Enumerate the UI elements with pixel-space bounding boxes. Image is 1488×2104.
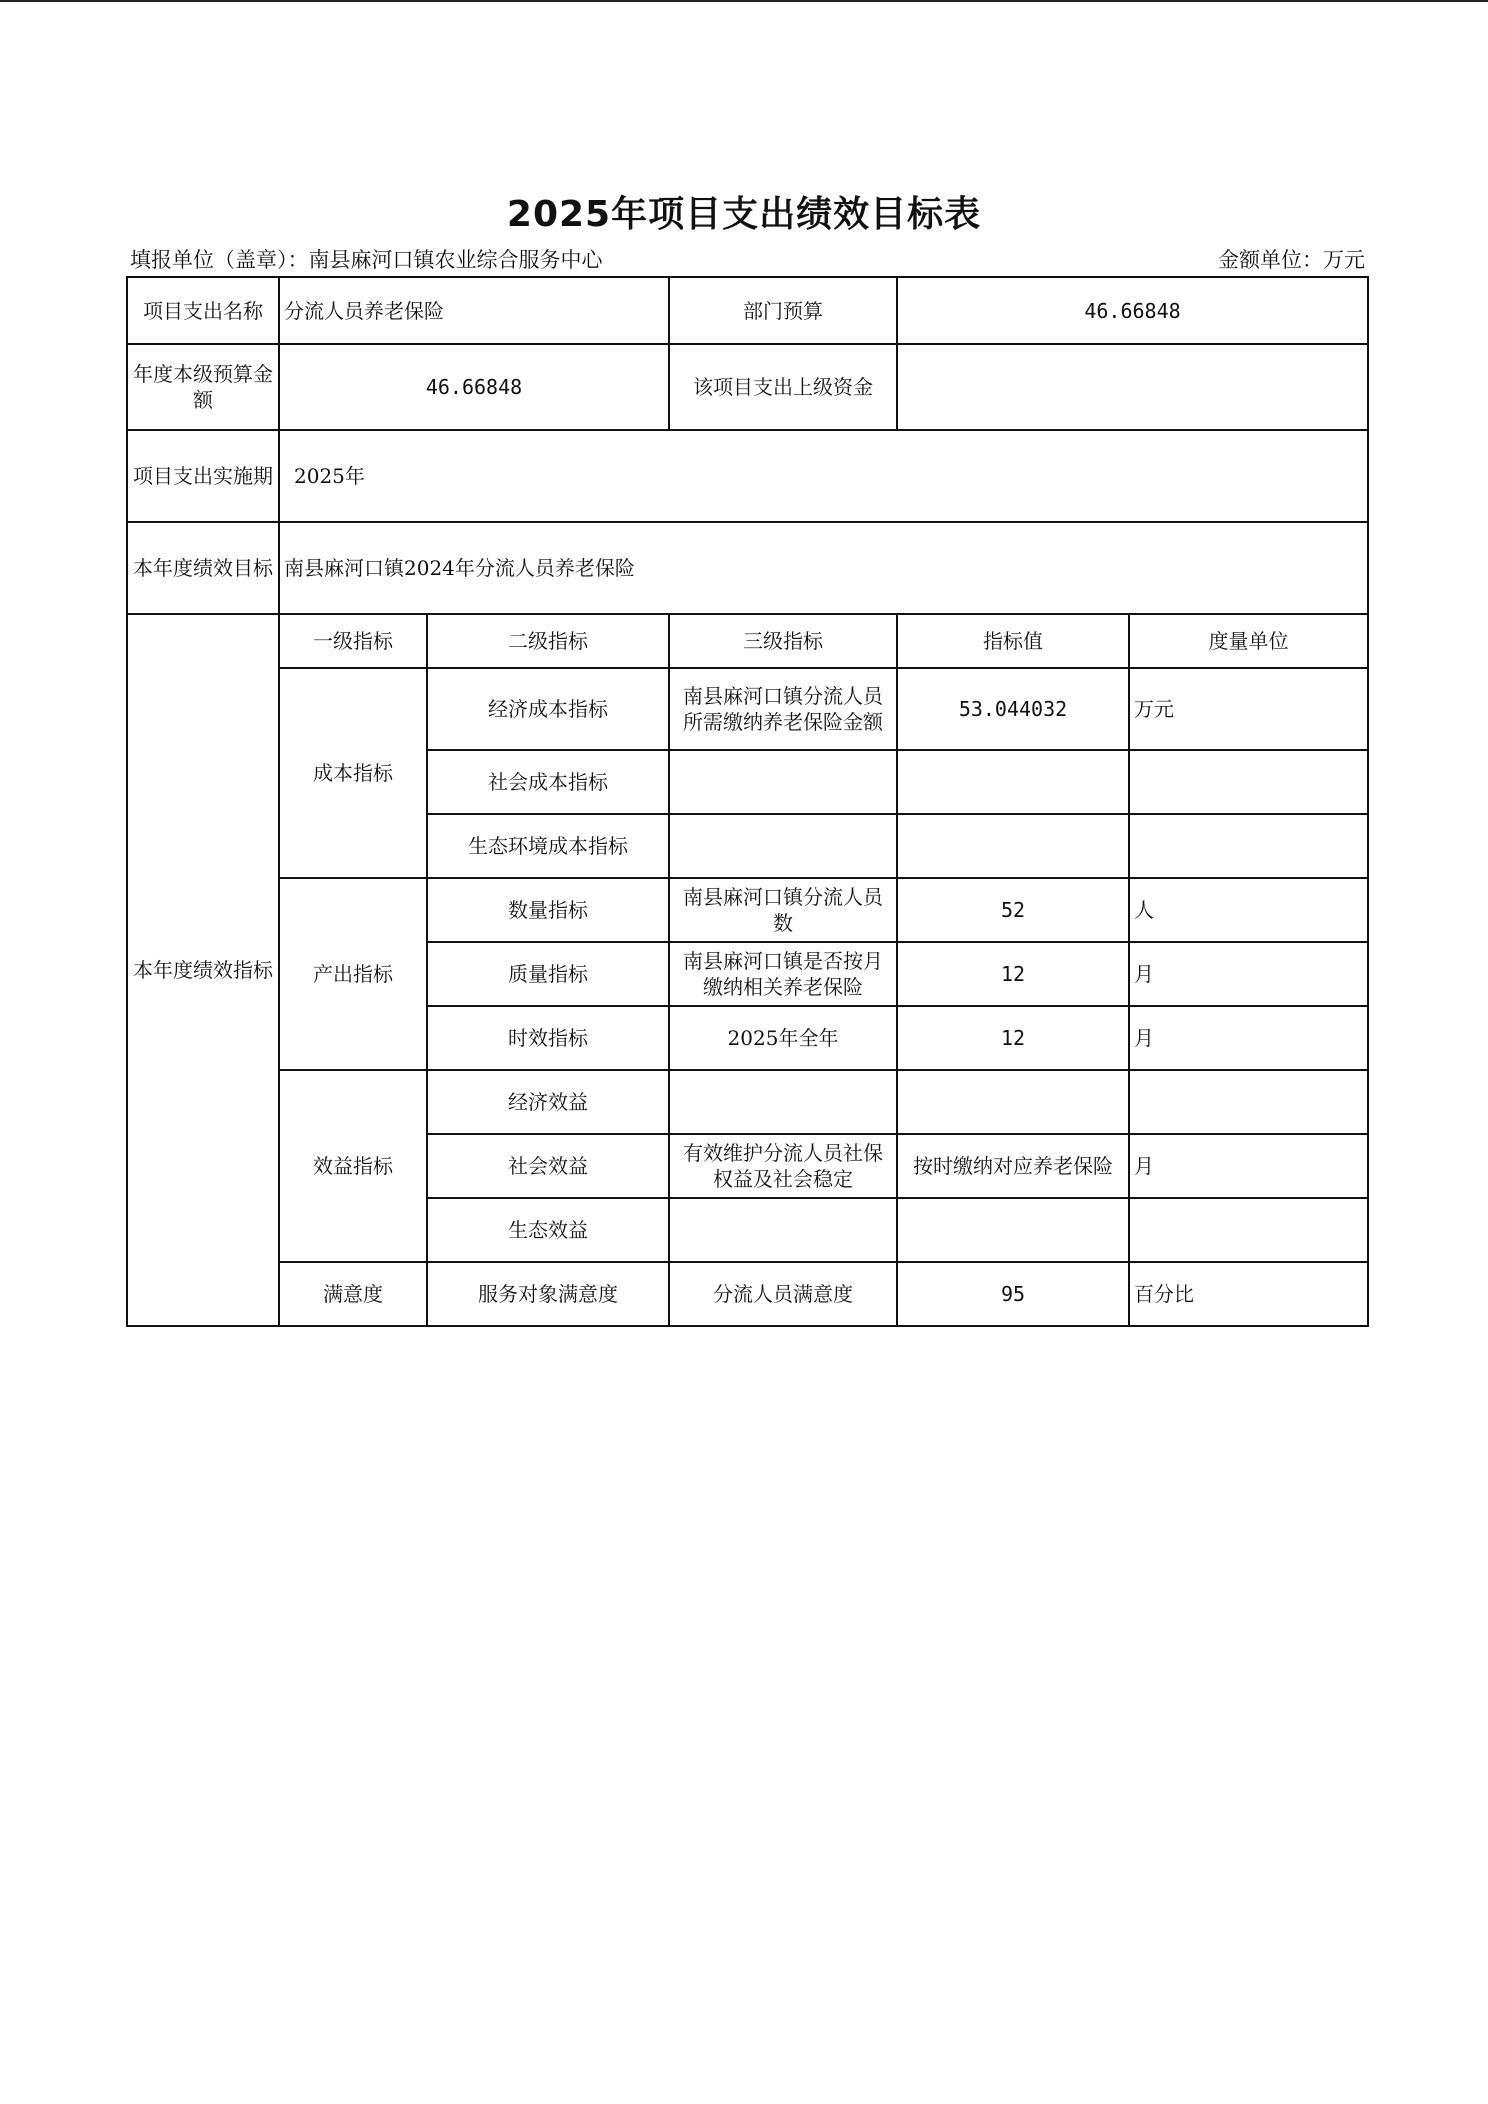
table-row bbox=[127, 1070, 1368, 1134]
amount-unit: 金额单位：万元 bbox=[1218, 248, 1365, 272]
table-row bbox=[127, 522, 1368, 614]
annual-budget-value: 46.66848 bbox=[279, 344, 669, 430]
unit-cell bbox=[1129, 814, 1368, 878]
value-cell bbox=[897, 750, 1129, 814]
table-row bbox=[127, 1262, 1368, 1326]
period-value: 2025年 bbox=[279, 430, 1368, 522]
header-level3: 三级指标 bbox=[669, 614, 897, 668]
value-cell bbox=[897, 1070, 1129, 1134]
indicator-section-label: 本年度绩效指标 bbox=[127, 614, 279, 1326]
level3-cell: 南县麻河口镇是否按月缴纳相关养老保险 bbox=[669, 942, 897, 1006]
level3-cell: 南县麻河口镇分流人员数 bbox=[669, 878, 897, 942]
table-row bbox=[127, 668, 1368, 750]
page-title: 2025年项目支出绩效目标表 bbox=[506, 194, 982, 235]
unit-cell: 万元 bbox=[1129, 668, 1368, 750]
value-cell: 53.044032 bbox=[897, 668, 1129, 750]
level3-cell bbox=[669, 750, 897, 814]
annual-budget-label: 年度本级预算金额 bbox=[127, 344, 279, 430]
table-row bbox=[127, 430, 1368, 522]
level3-cell bbox=[669, 1198, 897, 1262]
goal-value: 南县麻河口镇2024年分流人员养老保险 bbox=[279, 522, 1368, 614]
unit-cell: 月 bbox=[1129, 942, 1368, 1006]
group-satisfaction: 满意度 bbox=[279, 1262, 427, 1326]
upper-funds-value bbox=[897, 344, 1368, 430]
level2-cell: 服务对象满意度 bbox=[427, 1262, 669, 1326]
level3-cell bbox=[669, 814, 897, 878]
unit-cell: 百分比 bbox=[1129, 1262, 1368, 1326]
level2-cell: 生态效益 bbox=[427, 1198, 669, 1262]
header-level2: 二级指标 bbox=[427, 614, 669, 668]
upper-funds-label: 该项目支出上级资金 bbox=[669, 344, 897, 430]
unit-cell bbox=[1129, 1198, 1368, 1262]
goal-label: 本年度绩效目标 bbox=[127, 522, 279, 614]
dept-budget-value: 46.66848 bbox=[897, 277, 1368, 344]
header-level1: 一级指标 bbox=[279, 614, 427, 668]
level3-cell: 分流人员满意度 bbox=[669, 1262, 897, 1326]
level2-cell: 时效指标 bbox=[427, 1006, 669, 1070]
project-name-label: 项目支出名称 bbox=[127, 277, 279, 344]
value-cell: 52 bbox=[897, 878, 1129, 942]
value-cell bbox=[897, 814, 1129, 878]
value-cell: 12 bbox=[897, 1006, 1129, 1070]
value-cell bbox=[897, 1198, 1129, 1262]
level2-cell: 数量指标 bbox=[427, 878, 669, 942]
level2-cell: 社会成本指标 bbox=[427, 750, 669, 814]
level2-cell: 社会效益 bbox=[427, 1134, 669, 1198]
level2-cell: 质量指标 bbox=[427, 942, 669, 1006]
level3-cell: 2025年全年 bbox=[669, 1006, 897, 1070]
level2-cell: 生态环境成本指标 bbox=[427, 814, 669, 878]
unit-cell bbox=[1129, 1070, 1368, 1134]
level3-cell bbox=[669, 1070, 897, 1134]
unit-cell: 人 bbox=[1129, 878, 1368, 942]
fill-unit: 填报单位（盖章）：南县麻河口镇农业综合服务中心 bbox=[130, 248, 603, 272]
level3-cell: 有效维护分流人员社保权益及社会稳定 bbox=[669, 1134, 897, 1198]
header-row bbox=[127, 614, 1368, 668]
value-cell: 按时缴纳对应养老保险 bbox=[897, 1134, 1129, 1198]
table-row bbox=[127, 277, 1368, 344]
unit-cell bbox=[1129, 750, 1368, 814]
top-border-line bbox=[0, 0, 1488, 2]
header-value: 指标值 bbox=[897, 614, 1129, 668]
performance-table bbox=[126, 276, 1369, 1327]
unit-cell: 月 bbox=[1129, 1134, 1368, 1198]
value-cell: 12 bbox=[897, 942, 1129, 1006]
period-label: 项目支出实施期 bbox=[127, 430, 279, 522]
dept-budget-label: 部门预算 bbox=[669, 277, 897, 344]
group-benefit: 效益指标 bbox=[279, 1070, 427, 1262]
table-row bbox=[127, 344, 1368, 430]
level2-cell: 经济效益 bbox=[427, 1070, 669, 1134]
level3-cell: 南县麻河口镇分流人员所需缴纳养老保险金额 bbox=[669, 668, 897, 750]
table-row bbox=[127, 878, 1368, 942]
level2-cell: 经济成本指标 bbox=[427, 668, 669, 750]
value-cell: 95 bbox=[897, 1262, 1129, 1326]
group-output: 产出指标 bbox=[279, 878, 427, 1070]
project-name-value: 分流人员养老保险 bbox=[279, 277, 669, 344]
unit-cell: 月 bbox=[1129, 1006, 1368, 1070]
group-cost: 成本指标 bbox=[279, 668, 427, 878]
header-unit: 度量单位 bbox=[1129, 614, 1368, 668]
